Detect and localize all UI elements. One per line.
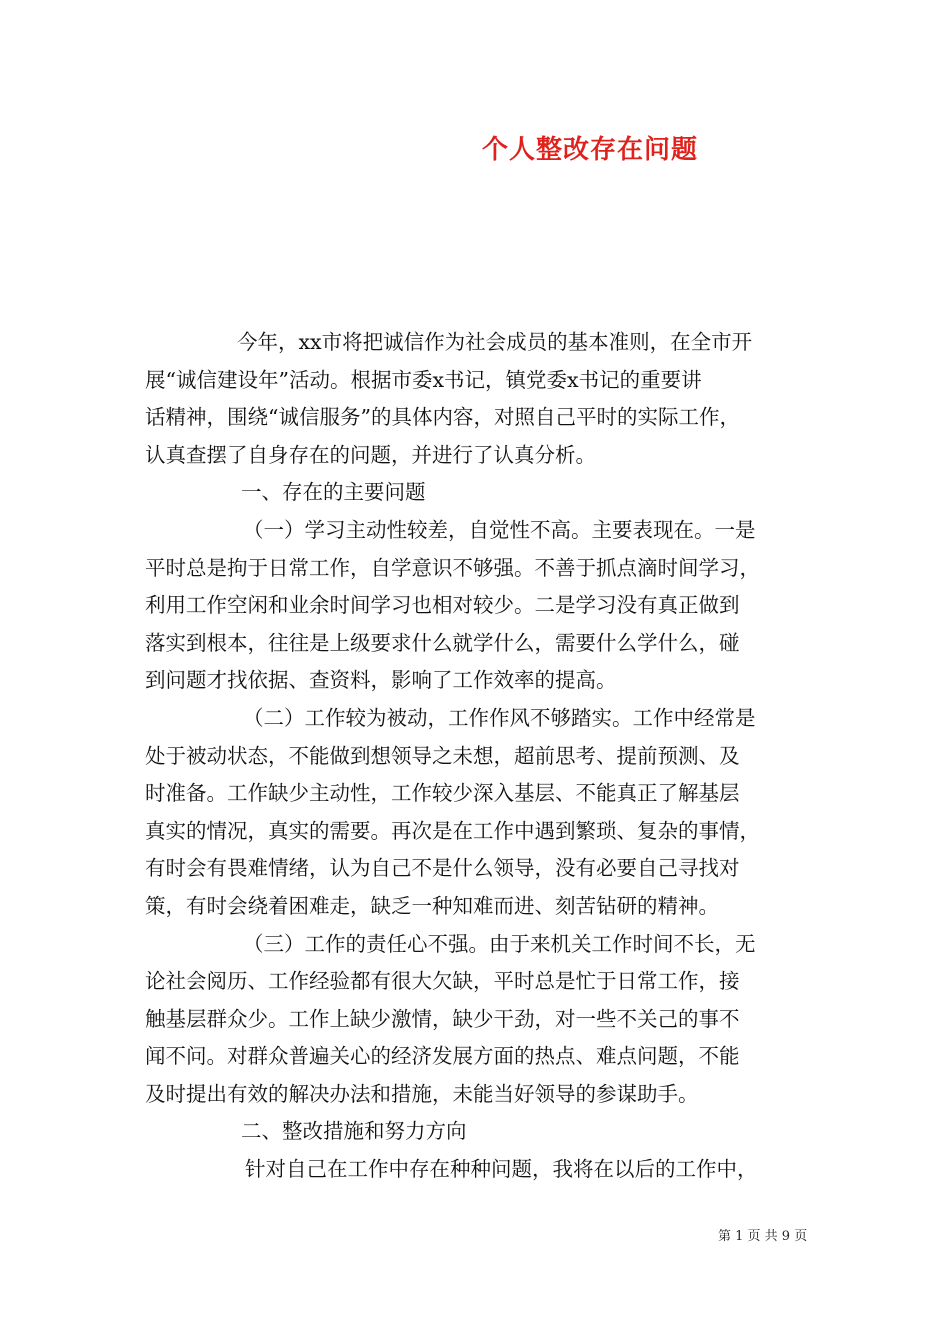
paragraph-line: 针对自己在工作中存在种种问题，我将在以后的工作中， <box>245 1157 758 1182</box>
page-footer: 第 1 页 共 9 页 <box>718 1229 808 1244</box>
paragraph-line: 认真查摆了自身存在的问题，并进行了认真分析。 <box>145 442 596 467</box>
paragraph-line: 利用工作空闲和业余时间学习也相对较少。二是学习没有真正做到 <box>145 593 740 618</box>
paragraph-line: 展“诚信建设年”活动。根据市委x书记，镇党委x书记的重要讲 <box>145 367 702 392</box>
paragraph-line: 真实的情况，真实的需要。再次是在工作中遇到繁琐、复杂的事情， <box>145 818 760 843</box>
paragraph-line: 触基层群众少。工作上缺少激情，缺少干劲，对一些不关己的事不 <box>145 1006 740 1031</box>
paragraph-line: 落实到根本，往往是上级要求什么就学什么，需要什么学什么，碰 <box>145 630 740 655</box>
section-heading: 二、整改措施和努力方向 <box>241 1119 467 1144</box>
paragraph-line: 到问题才找依据、查资料，影响了工作效率的提高。 <box>145 668 617 693</box>
paragraph-line: 今年，xx市将把诚信作为社会成员的基本准则，在全市开 <box>237 330 753 354</box>
paragraph-line: 策，有时会绕着困难走，缺乏一种知难而进、刻苦钻研的精神。 <box>145 893 719 918</box>
paragraph-line: 有时会有畏难情绪，认为自己不是什么领导，没有必要自己寻找对 <box>145 856 740 881</box>
paragraph-line: 话精神，围绕“诚信服务”的具体内容，对照自己平时的实际工作， <box>145 405 740 430</box>
paragraph-line: 闻不问。对群众普遍关心的经济发展方面的热点、难点问题，不能 <box>145 1044 740 1069</box>
paragraph-line: 时准备。工作缺少主动性，工作较少深入基层、不能真正了解基层 <box>145 781 740 806</box>
subsection-line: （二）工作较为被动，工作作风不够踏实。工作中经常是 <box>243 705 756 730</box>
paragraph-line: 处于被动状态，不能做到想领导之未想，超前思考、提前预测、及 <box>145 743 740 768</box>
paragraph-line: 平时总是拘于日常工作，自学意识不够强。不善于抓点滴时间学习， <box>145 555 760 580</box>
subsection-line: （一）学习主动性较差，自觉性不高。主要表现在。一是 <box>243 517 756 542</box>
document-body <box>145 324 809 1189</box>
paragraph-line: 论社会阅历、工作经验都有很大欠缺，平时总是忙于日常工作，接 <box>145 969 740 994</box>
paragraph-line: 及时提出有效的解决办法和措施，未能当好领导的参谋助手。 <box>145 1081 699 1106</box>
subsection-line: （三）工作的责任心不强。由于来机关工作时间不长，无 <box>243 931 756 956</box>
section-heading: 一、存在的主要问题 <box>241 480 426 505</box>
document-title: 个人整改存在问题 <box>481 135 698 165</box>
